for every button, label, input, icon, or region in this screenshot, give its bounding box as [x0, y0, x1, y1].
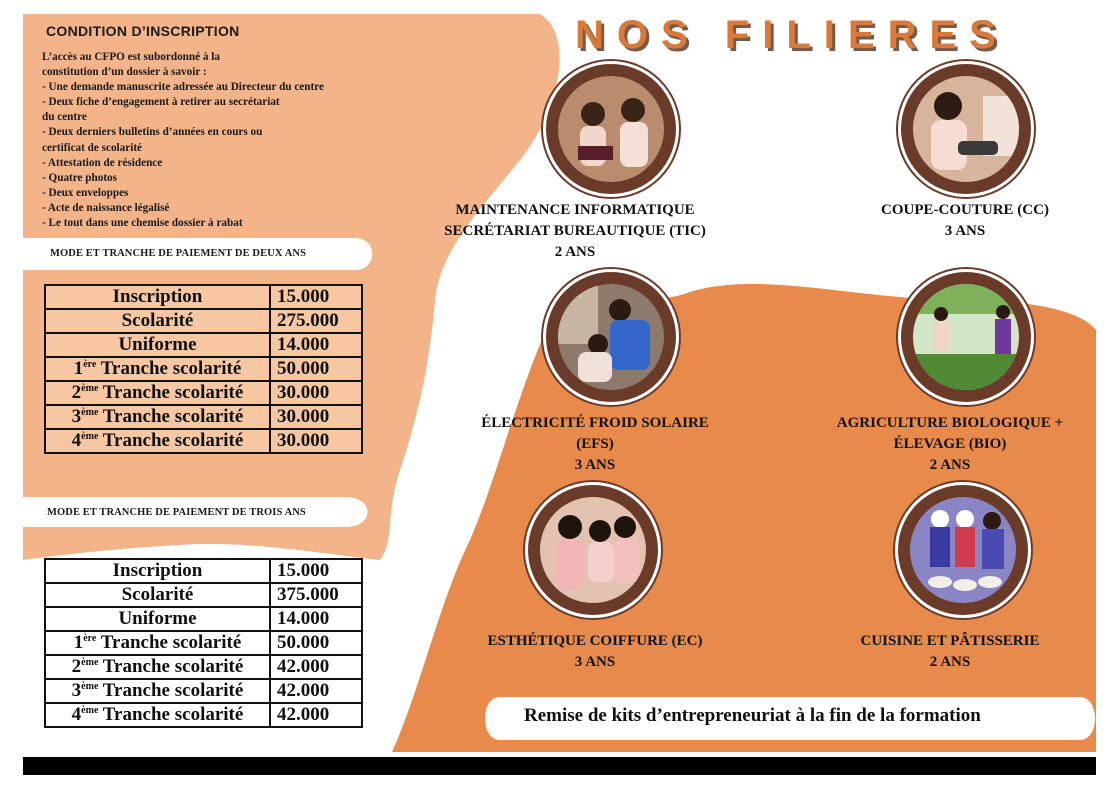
fee-value: 50.000	[270, 631, 362, 655]
condition-line: - Deux enveloppes	[42, 186, 129, 199]
fee-label: Tranche scolarité	[96, 358, 242, 379]
fee-value: 30.000	[270, 381, 362, 405]
filiere-name-line: AGRICULTURE BIOLOGIQUE +	[836, 415, 1064, 431]
fee-value: 15.000	[270, 285, 362, 309]
table-row	[45, 285, 362, 309]
fee-label: Tranche scolarité	[98, 656, 244, 677]
condition-list	[42, 50, 372, 231]
fee-value: 14.000	[270, 333, 362, 357]
photo-cuisine-image	[910, 497, 1016, 603]
page-title: NOS FILIERES	[575, 13, 1009, 57]
fee-label: Tranche scolarité	[96, 632, 242, 653]
table-row	[45, 559, 362, 583]
filiere-bio	[800, 413, 1100, 476]
photo-tic-image	[558, 76, 664, 182]
fee-label: Scolarité	[121, 310, 194, 331]
photo-cc-image	[913, 76, 1019, 182]
two-years-fee-table	[44, 284, 363, 454]
table-row: 4ème Tranche scolarité 42.000	[45, 703, 362, 727]
photo-cuisine	[895, 482, 1031, 618]
fee-value: 14.000	[270, 607, 362, 631]
fee-label: Tranche scolarité	[98, 680, 244, 701]
condition-line: du centre	[42, 111, 87, 124]
filiere-duration: 3 ANS	[574, 457, 616, 473]
photo-ec-image	[540, 497, 646, 603]
photo-bio-image	[913, 284, 1019, 390]
filiere-name-line: ÉLECTRICITÉ FROID SOLAIRE	[481, 415, 709, 431]
bottom-bar	[23, 757, 1096, 775]
fee-label: Tranche scolarité	[98, 382, 244, 403]
filiere-duration: 3 ANS	[574, 654, 616, 670]
table-row: 4ème Tranche scolarité 30.000	[45, 429, 362, 453]
filiere-duration: 2 ANS	[929, 654, 971, 670]
fee-label: Tranche scolarité	[98, 704, 244, 725]
photo-cc	[898, 61, 1034, 197]
condition-line: L’accès au CFPO est subordonné à la	[42, 51, 220, 63]
filiere-name-line: ÉLEVAGE (BIO)	[893, 436, 1007, 452]
photo-efs-image	[558, 284, 664, 390]
filiere-duration: 3 ANS	[944, 223, 986, 239]
fee-label: Tranche scolarité	[98, 430, 244, 451]
filiere-name-line: MAINTENANCE INFORMATIQUE	[455, 202, 695, 218]
condition-line: - Deux derniers bulletins d’années en cours ou	[42, 126, 263, 139]
filiere-cuisine	[800, 631, 1100, 673]
condition-line: constitution d’un dossier à savoir :	[42, 66, 207, 79]
fee-label: Uniforme	[118, 608, 197, 629]
table-row	[45, 333, 362, 357]
filiere-name-line: ESTHÉTIQUE COIFFURE (EC)	[487, 633, 703, 649]
fee-value: 275.000	[270, 309, 362, 333]
table-row: 3ème Tranche scolarité 42.000	[45, 679, 362, 703]
two-years-label: MODE ET TRANCHE DE PAIEMENT DE DEUX ANS	[50, 248, 307, 259]
three-years-label: MODE ET TRANCHE DE PAIEMENT DE TROIS ANS	[47, 507, 306, 518]
fee-label: Uniforme	[118, 334, 197, 355]
condition-line: - Le tout dans une chemise dossier à rabat	[42, 217, 243, 230]
filiere-ec	[425, 631, 765, 673]
three-years-fee-table	[44, 558, 363, 728]
table-row	[45, 607, 362, 631]
photo-bio	[898, 269, 1034, 405]
table-row	[45, 309, 362, 333]
filiere-cc	[820, 200, 1110, 242]
table-row: 2ème Tranche scolarité 42.000	[45, 655, 362, 679]
filiere-duration: 2 ANS	[929, 457, 971, 473]
fee-label: Inscription	[112, 560, 203, 581]
table-row: 1ère Tranche scolarité 50.000	[45, 631, 362, 655]
table-row: 3ème Tranche scolarité 30.000	[45, 405, 362, 429]
table-row: 1ère Tranche scolarité 50.000	[45, 357, 362, 381]
fee-value: 375.000	[270, 583, 362, 607]
filiere-efs	[425, 413, 765, 476]
filiere-name-line: CUISINE ET PÂTISSERIE	[860, 633, 1040, 649]
fee-value: 42.000	[270, 655, 362, 679]
condition-line: - Une demande manuscrite adressée au Directeur du centre	[42, 81, 324, 94]
table-row: 2ème Tranche scolarité 30.000	[45, 381, 362, 405]
filiere-name-line: (EFS)	[576, 436, 614, 452]
fee-value: 30.000	[270, 405, 362, 429]
condition-line: - Deux fiche d’engagement à retirer au secrétariat	[42, 96, 280, 109]
fee-label: Scolarité	[121, 584, 194, 605]
filiere-name-line: COUPE-COUTURE (CC)	[881, 202, 1049, 218]
filiere-name-line: SECRÉTARIAT BUREAUTIQUE (TIC)	[444, 223, 706, 239]
condition-line: certificat de scolarité	[42, 141, 143, 154]
fee-value: 42.000	[270, 679, 362, 703]
footer-note: Remise de kits d’entrepreneuriat à la fin de la formation	[524, 705, 981, 726]
fee-value: 42.000	[270, 703, 362, 727]
filiere-tic	[395, 200, 755, 263]
condition-title: CONDITION D’INSCRIPTION	[46, 23, 240, 39]
condition-line: - Attestation de résidence	[42, 156, 163, 169]
fee-label: Tranche scolarité	[98, 406, 244, 427]
photo-efs	[543, 269, 679, 405]
table-row	[45, 583, 362, 607]
fee-value: 15.000	[270, 559, 362, 583]
fee-value: 30.000	[270, 429, 362, 453]
photo-tic	[543, 61, 679, 197]
filiere-duration: 2 ANS	[554, 244, 596, 260]
fee-label: Inscription	[112, 286, 203, 307]
condition-line: - Quatre photos	[42, 171, 118, 184]
condition-line: - Acte de naissance légalisé	[42, 201, 170, 214]
photo-ec	[525, 482, 661, 618]
fee-value: 50.000	[270, 357, 362, 381]
